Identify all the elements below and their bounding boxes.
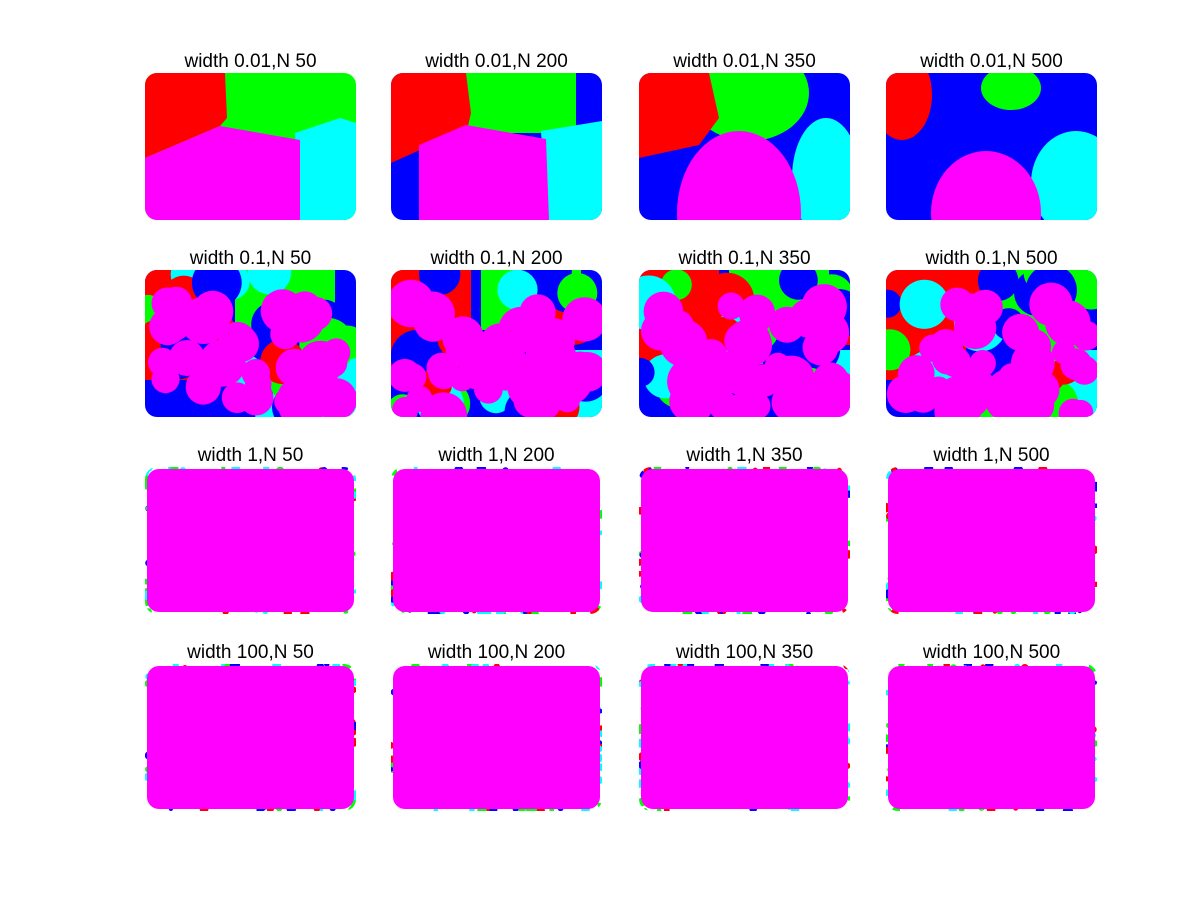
speck-red — [144, 467, 149, 472]
panel-plot-area — [636, 661, 854, 814]
speck-cyan — [595, 661, 604, 670]
blob-magenta — [474, 375, 503, 404]
region-magenta — [641, 666, 848, 809]
panel-plot-area — [141, 463, 359, 617]
blob-magenta — [803, 330, 839, 366]
blob-magenta — [270, 319, 300, 349]
panel-plot-area — [881, 465, 1100, 618]
blob-magenta — [1070, 356, 1099, 385]
speck-cyan — [848, 668, 852, 672]
blob-magenta — [562, 297, 606, 341]
panel — [621, 261, 870, 436]
blob-magenta — [180, 297, 227, 344]
blob-magenta — [956, 293, 988, 325]
panel-title: width 100,N 200 — [427, 642, 566, 663]
panel-title: width 0.01,N 50 — [184, 51, 317, 72]
panel — [386, 661, 606, 815]
region-cyan — [295, 118, 356, 220]
panel — [636, 661, 854, 814]
panel — [133, 251, 365, 436]
blob-magenta — [1059, 399, 1088, 428]
blob-magenta — [1024, 391, 1054, 421]
blob-magenta — [708, 391, 737, 420]
panel — [141, 463, 359, 617]
blob-magenta — [665, 310, 694, 339]
speck-green — [886, 608, 891, 613]
region-magenta — [393, 666, 600, 809]
panel-title: width 100,N 500 — [922, 642, 1061, 663]
panel — [145, 73, 356, 220]
speck-green — [352, 610, 357, 615]
region-magenta — [641, 469, 848, 612]
speck-blue — [638, 470, 643, 475]
blob-magenta — [769, 307, 805, 343]
blob-magenta — [1045, 300, 1090, 345]
blob-magenta — [315, 378, 357, 420]
blob-magenta — [907, 380, 940, 413]
blob-magenta — [726, 319, 771, 364]
panel-plot-area — [386, 661, 606, 815]
blob-magenta — [428, 358, 459, 389]
panel — [636, 463, 853, 618]
panel-plot-area — [133, 251, 365, 436]
blob-magenta — [169, 340, 205, 376]
speck-green — [351, 805, 356, 810]
panel-plot-area — [144, 660, 360, 814]
region-magenta — [393, 469, 600, 612]
panel — [869, 250, 1118, 435]
panel — [391, 73, 602, 220]
blob-magenta — [507, 357, 541, 391]
blob-magenta — [929, 329, 963, 363]
blob-magenta — [387, 280, 434, 327]
region-cyan — [792, 118, 860, 238]
speck-green — [643, 808, 648, 813]
panel — [387, 243, 609, 442]
panel — [881, 465, 1100, 618]
speck-cyan — [1092, 662, 1099, 669]
panel-plot-area — [145, 73, 356, 220]
blob-magenta — [555, 387, 581, 413]
speck-cyan — [885, 466, 889, 470]
region-magenta — [419, 125, 549, 220]
blob-magenta — [276, 349, 314, 387]
region-cyan — [1031, 131, 1121, 235]
speck-cyan — [141, 468, 150, 477]
panel-plot-area — [869, 250, 1118, 435]
speck-red — [843, 662, 851, 670]
panel — [387, 464, 605, 618]
blob-blue — [874, 290, 902, 318]
region-magenta — [888, 469, 1095, 612]
panel-plot-area — [387, 243, 609, 442]
blob-magenta — [223, 326, 259, 362]
blob-magenta — [772, 384, 809, 421]
panel-plot-area — [883, 660, 1099, 815]
region-cyan — [541, 121, 602, 220]
blob-magenta — [442, 316, 484, 358]
region-magenta — [147, 469, 354, 612]
blob-magenta — [421, 392, 468, 439]
panel-plot-area — [391, 73, 602, 220]
panel-plot-area — [387, 464, 605, 618]
region-green — [981, 66, 1041, 110]
blob-magenta — [239, 381, 274, 416]
panel — [883, 660, 1099, 815]
panel-title: width 100,N 50 — [187, 642, 314, 663]
blob-magenta — [718, 293, 745, 320]
region-magenta — [147, 666, 354, 809]
panel-title: width 1,N 350 — [686, 445, 803, 466]
blob-magenta — [743, 297, 772, 326]
blob-blue — [626, 358, 655, 387]
blob-magenta — [388, 359, 421, 392]
panel-title: width 0.1,N 500 — [925, 248, 1058, 269]
panel-plot-area — [636, 463, 853, 618]
panel-title: width 0.1,N 200 — [430, 248, 563, 269]
panel-title: width 1,N 200 — [438, 445, 555, 466]
panel-title: width 0.01,N 500 — [920, 51, 1063, 72]
speck-green — [145, 608, 152, 615]
blob-magenta — [529, 323, 559, 353]
blob-magenta — [956, 389, 985, 418]
panel-title: width 0.01,N 350 — [673, 51, 816, 72]
panel — [144, 660, 360, 814]
panel-plot-area — [872, 50, 1121, 275]
region-magenta — [888, 666, 1095, 809]
panel-title: width 0.1,N 50 — [189, 248, 312, 269]
panel-title: width 100,N 350 — [675, 642, 814, 663]
blob-magenta — [563, 352, 598, 387]
blob-magenta — [669, 381, 710, 422]
blob-magenta — [392, 397, 418, 423]
panel-title: width 0.1,N 350 — [678, 248, 811, 269]
panel-title: width 1,N 50 — [197, 445, 304, 466]
panel — [872, 50, 1121, 275]
blob-magenta — [152, 288, 183, 319]
speck-blue — [806, 612, 811, 617]
panel-title: width 0.01,N 200 — [425, 51, 568, 72]
blob-magenta — [802, 284, 847, 329]
panel-plot-area — [621, 261, 870, 436]
speck-cyan — [144, 463, 153, 472]
blob-magenta — [318, 348, 348, 378]
panel-title: width 1,N 500 — [933, 445, 1050, 466]
blob-magenta — [1002, 314, 1039, 351]
